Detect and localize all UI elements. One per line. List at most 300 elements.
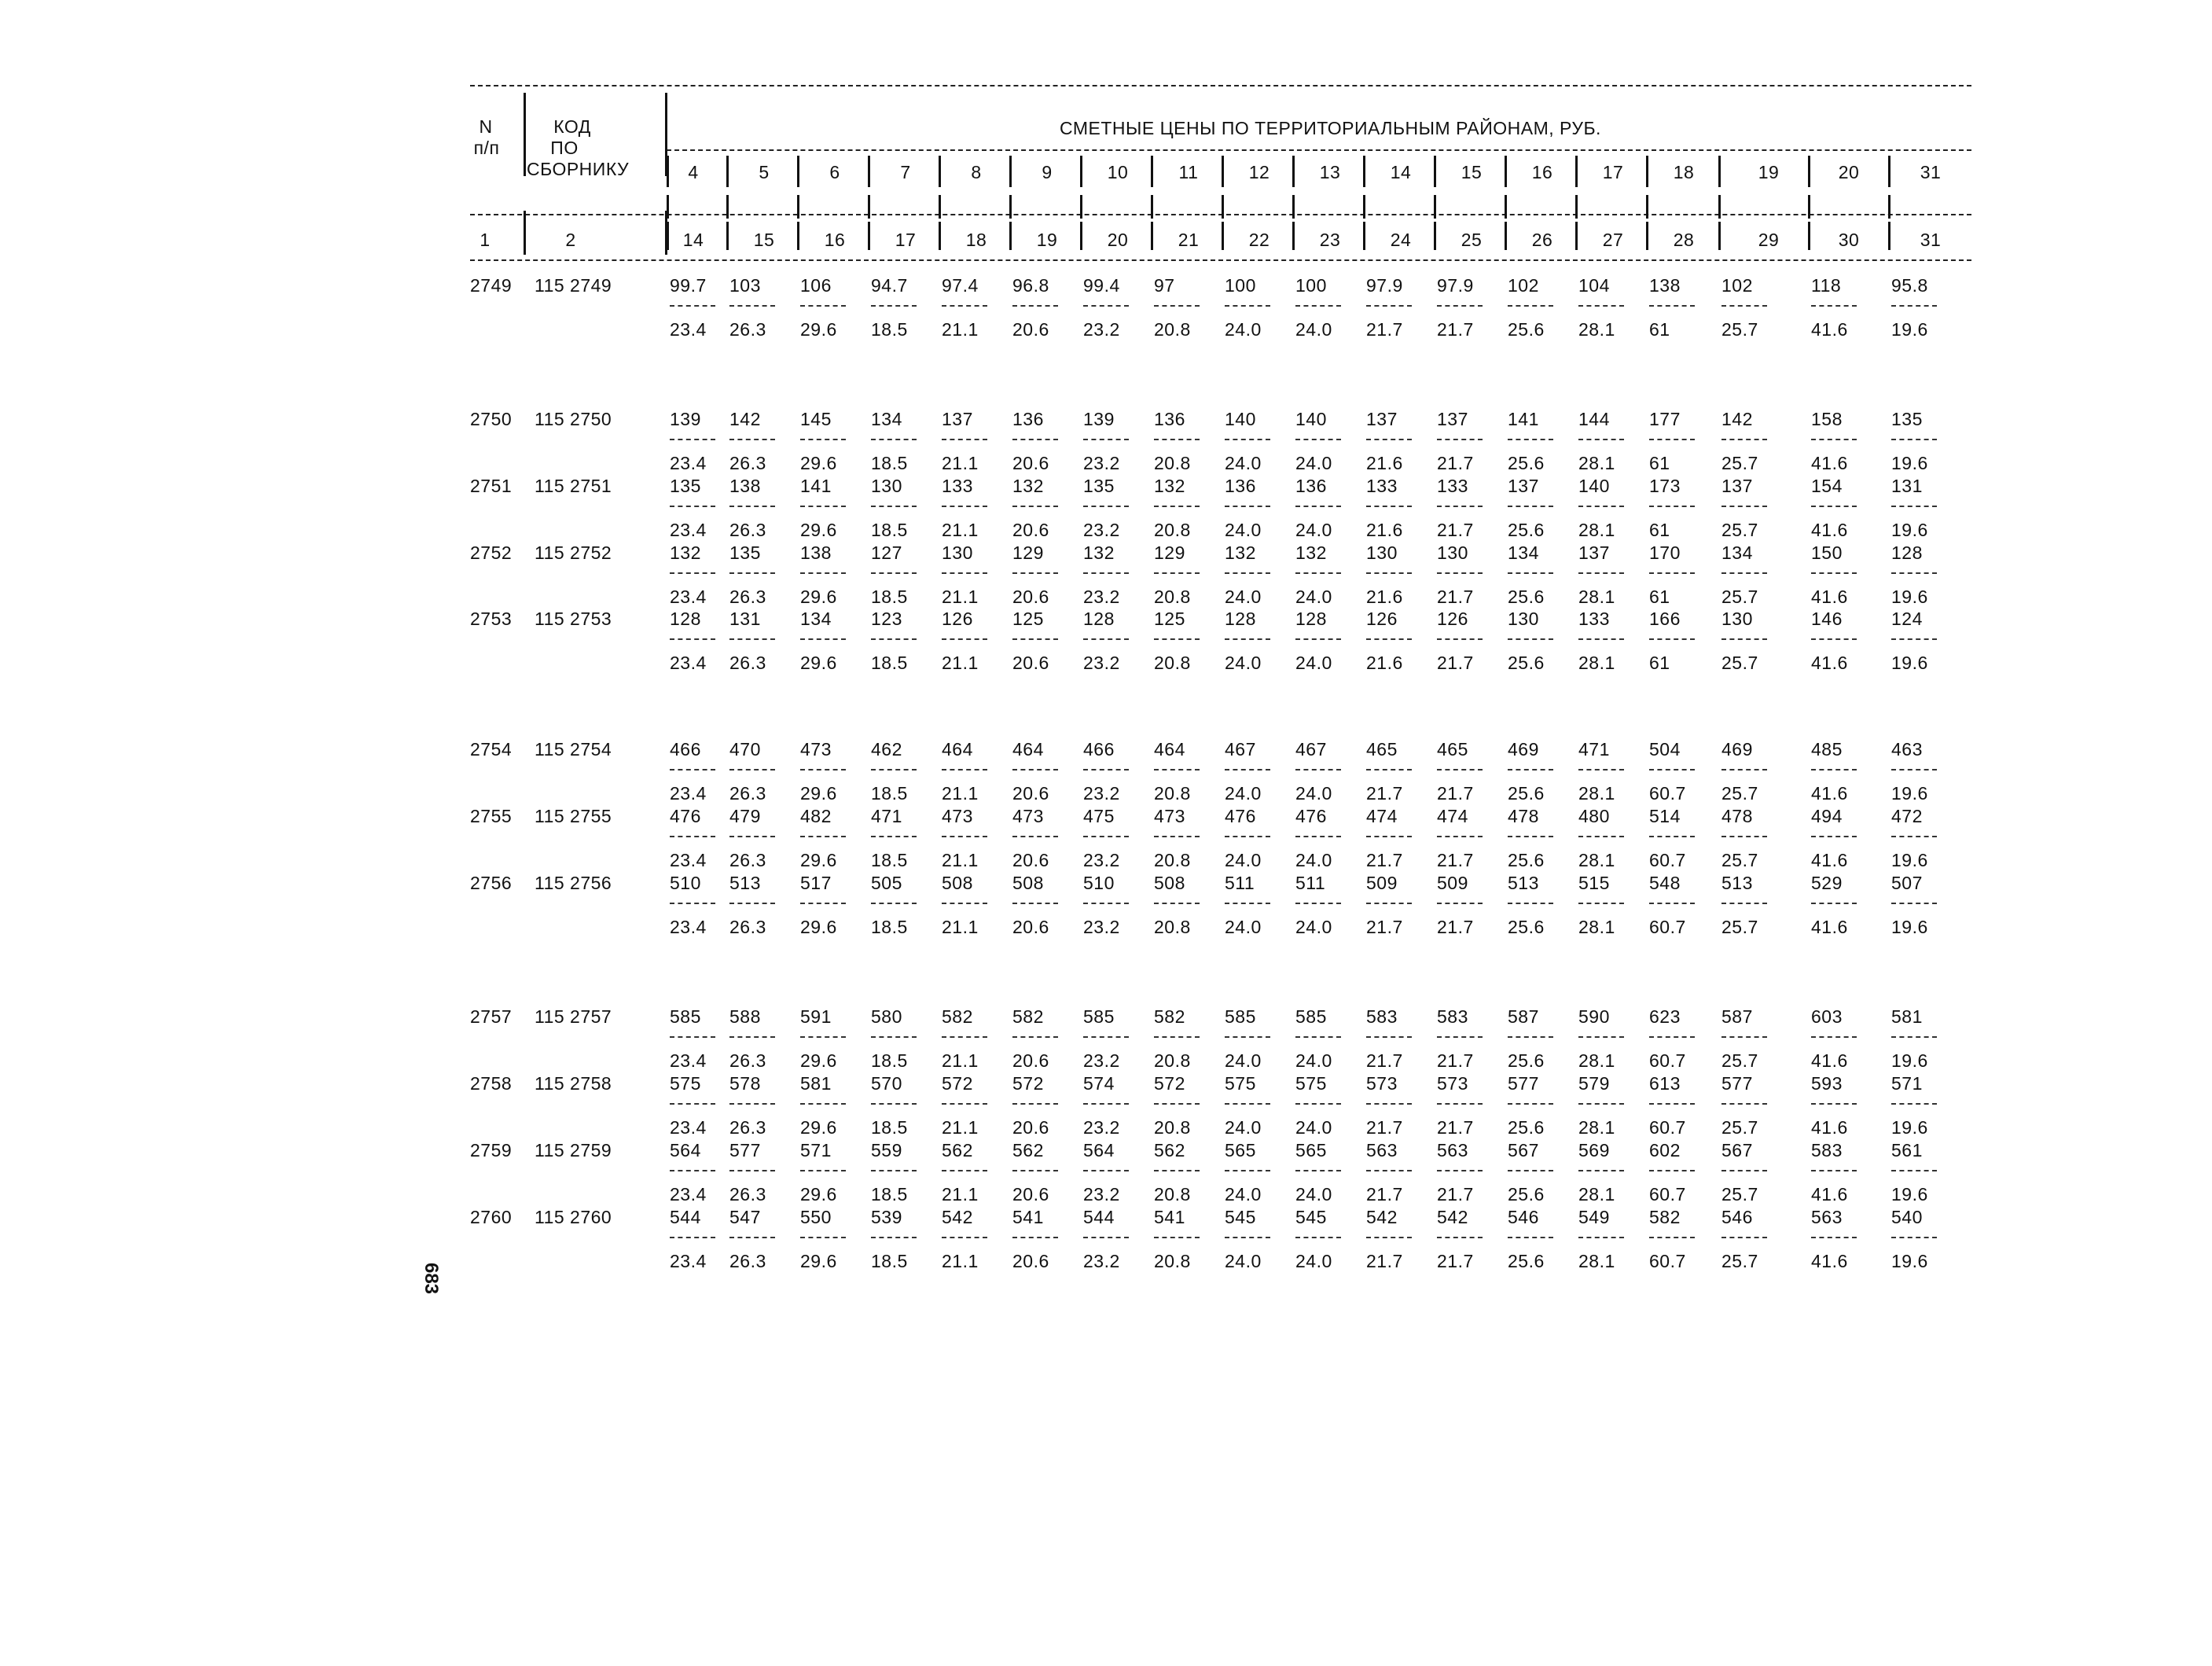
- price-total: 564: [1083, 1140, 1115, 1160]
- price-total: 474: [1366, 806, 1398, 826]
- fraction-line: [670, 836, 715, 837]
- region-header-cell: 15: [1461, 162, 1483, 182]
- fraction-line: [1295, 638, 1341, 640]
- price-wage: 20.6: [1012, 917, 1049, 937]
- fraction-line: [1083, 903, 1129, 904]
- fraction-line: [800, 903, 846, 904]
- price-total: 562: [1012, 1140, 1044, 1160]
- fraction-line: [1225, 1103, 1270, 1105]
- fraction-line: [1366, 638, 1412, 640]
- price-total: 550: [800, 1207, 832, 1227]
- header-mid-rule: [470, 214, 1971, 215]
- fraction-line: [1225, 638, 1270, 640]
- price-total: 541: [1012, 1207, 1044, 1227]
- price-total: 548: [1649, 873, 1681, 893]
- price-wage: 21.1: [942, 520, 979, 540]
- fraction-line: [1508, 1170, 1553, 1171]
- header-divider-n: [524, 93, 526, 176]
- fraction-line: [942, 1036, 987, 1038]
- price-wage: 23.2: [1083, 1251, 1120, 1271]
- region-header-divider: [1363, 195, 1365, 219]
- price-total: 170: [1649, 542, 1681, 563]
- region-header-divider: [667, 156, 669, 187]
- fraction-line: [1295, 1103, 1341, 1105]
- price-wage: 60.7: [1649, 783, 1686, 804]
- price-total: 141: [800, 476, 832, 496]
- row-number: 2759: [470, 1140, 513, 1160]
- price-wage: 19.6: [1891, 917, 1928, 937]
- numbering-divider: [726, 222, 729, 250]
- price-wage: 20.6: [1012, 783, 1049, 804]
- numbering-divider: [1080, 222, 1082, 250]
- numbering-cell: 26: [1531, 230, 1553, 250]
- fraction-line: [1811, 1103, 1857, 1105]
- price-wage: 20.6: [1012, 653, 1049, 673]
- price-wage: 21.7: [1437, 587, 1474, 607]
- price-wage: 60.7: [1649, 1184, 1686, 1204]
- fraction-line: [1225, 506, 1270, 507]
- price-wage: 29.6: [800, 1050, 837, 1071]
- fraction-line: [942, 638, 987, 640]
- price-wage: 25.7: [1721, 653, 1758, 673]
- fraction-line: [800, 1103, 846, 1105]
- price-total: 469: [1508, 739, 1539, 759]
- price-wage: 21.7: [1437, 1050, 1474, 1071]
- price-wage: 18.5: [871, 917, 908, 937]
- price-wage: 24.0: [1295, 653, 1332, 673]
- fraction-line: [942, 1170, 987, 1171]
- price-wage: 24.0: [1295, 319, 1332, 340]
- region-header-divider: [1718, 195, 1721, 219]
- price-total: 466: [1083, 739, 1115, 759]
- fraction-line: [1437, 1103, 1483, 1105]
- fraction-line: [1578, 1237, 1624, 1238]
- price-total: 133: [942, 476, 973, 496]
- numbering-cell: 22: [1248, 230, 1270, 250]
- price-wage: 19.6: [1891, 1251, 1928, 1271]
- region-header-divider: [726, 156, 729, 187]
- price-wage: 24.0: [1225, 1117, 1262, 1138]
- price-total: 154: [1811, 476, 1843, 496]
- price-total: 469: [1721, 739, 1753, 759]
- price-wage: 20.8: [1154, 453, 1191, 473]
- region-header-divider: [1080, 195, 1082, 219]
- fraction-line: [1578, 572, 1624, 574]
- region-header-divider: [1646, 195, 1648, 219]
- price-wage: 29.6: [800, 520, 837, 540]
- price-wage: 21.6: [1366, 587, 1403, 607]
- fraction-line: [1649, 572, 1695, 574]
- fraction-line: [1437, 903, 1483, 904]
- price-total: 473: [800, 739, 832, 759]
- price-wage: 29.6: [800, 917, 837, 937]
- fraction-line: [1012, 1103, 1058, 1105]
- fraction-line: [1012, 305, 1058, 307]
- price-total: 129: [1154, 542, 1185, 563]
- fraction-line: [1083, 439, 1129, 440]
- header-n-line2: п/п: [473, 138, 500, 158]
- fraction-line: [1225, 1036, 1270, 1038]
- price-total: 588: [729, 1006, 761, 1027]
- price-total: 99.4: [1083, 275, 1120, 296]
- fraction-line: [1295, 305, 1341, 307]
- price-wage: 18.5: [871, 587, 908, 607]
- fraction-line: [942, 572, 987, 574]
- price-total: 139: [670, 409, 701, 429]
- price-total: 563: [1437, 1140, 1468, 1160]
- price-total: 465: [1437, 739, 1468, 759]
- fraction-line: [670, 903, 715, 904]
- header-bottom-rule: [470, 259, 1971, 261]
- price-total: 577: [729, 1140, 761, 1160]
- price-total: 509: [1437, 873, 1468, 893]
- region-header-divider: [1575, 195, 1578, 219]
- fraction-line: [1891, 506, 1937, 507]
- region-header-divider: [1888, 156, 1890, 187]
- price-wage: 20.8: [1154, 1251, 1191, 1271]
- price-total: 123: [871, 609, 902, 629]
- price-wage: 25.6: [1508, 653, 1545, 673]
- fraction-line: [1366, 836, 1412, 837]
- price-wage: 41.6: [1811, 783, 1848, 804]
- region-header-divider: [1888, 195, 1890, 219]
- region-header-cell: 7: [900, 162, 911, 182]
- fraction-line: [1437, 1036, 1483, 1038]
- price-wage: 21.7: [1437, 1117, 1474, 1138]
- price-wage: 21.1: [942, 1050, 979, 1071]
- numbering-cell: 31: [1920, 230, 1942, 250]
- region-header-cell: 16: [1531, 162, 1553, 182]
- price-wage: 21.7: [1366, 1251, 1403, 1271]
- price-wage: 21.1: [942, 653, 979, 673]
- price-total: 118: [1811, 275, 1842, 296]
- price-total: 511: [1225, 873, 1255, 893]
- region-header-cell: 11: [1178, 162, 1199, 182]
- fraction-line: [871, 305, 917, 307]
- fraction-line: [1508, 506, 1553, 507]
- price-wage: 25.7: [1721, 1251, 1758, 1271]
- fraction-line: [1649, 836, 1695, 837]
- price-wage: 60.7: [1649, 1050, 1686, 1071]
- price-wage: 26.3: [729, 1117, 766, 1138]
- region-header-divider: [939, 195, 941, 219]
- price-wage: 18.5: [871, 850, 908, 870]
- price-total: 578: [729, 1073, 761, 1094]
- fraction-line: [1295, 769, 1341, 770]
- price-wage: 29.6: [800, 1251, 837, 1271]
- price-wage: 24.0: [1295, 520, 1332, 540]
- fraction-line: [1649, 903, 1695, 904]
- region-header-divider: [1151, 156, 1153, 187]
- price-total: 133: [1437, 476, 1468, 496]
- price-total: 473: [942, 806, 973, 826]
- price-total: 135: [1083, 476, 1115, 496]
- fraction-line: [1083, 305, 1129, 307]
- fraction-line: [1649, 439, 1695, 440]
- numbering-divider: [1646, 222, 1648, 250]
- region-header-divider: [797, 156, 799, 187]
- price-total: 567: [1721, 1140, 1753, 1160]
- row-code: 115 2753: [535, 609, 612, 629]
- region-header-cell: 4: [688, 162, 699, 182]
- fraction-line: [871, 903, 917, 904]
- price-wage: 24.0: [1225, 1251, 1262, 1271]
- price-total: 507: [1891, 873, 1923, 893]
- price-wage: 23.2: [1083, 783, 1120, 804]
- price-wage: 24.0: [1295, 587, 1332, 607]
- price-total: 134: [1721, 542, 1753, 563]
- price-wage: 21.7: [1437, 850, 1474, 870]
- fraction-line: [1437, 506, 1483, 507]
- price-total: 136: [1295, 476, 1327, 496]
- price-wage: 23.2: [1083, 1050, 1120, 1071]
- fraction-line: [800, 1036, 846, 1038]
- fraction-line: [1083, 1237, 1129, 1238]
- row-number: 2755: [470, 806, 513, 826]
- price-total: 580: [871, 1006, 902, 1027]
- price-wage: 20.6: [1012, 319, 1049, 340]
- fraction-line: [1508, 836, 1553, 837]
- price-wage: 25.6: [1508, 1050, 1545, 1071]
- header-code-line1: КОД: [553, 116, 591, 137]
- price-wage: 23.4: [670, 1251, 707, 1271]
- price-wage: 20.8: [1154, 1050, 1191, 1071]
- price-total: 546: [1508, 1207, 1539, 1227]
- price-total: 476: [670, 806, 701, 826]
- price-wage: 25.7: [1721, 520, 1758, 540]
- price-wage: 26.3: [729, 783, 766, 804]
- numbering-divider: [1151, 222, 1153, 250]
- fraction-line: [1649, 638, 1695, 640]
- price-total: 585: [1225, 1006, 1256, 1027]
- row-number: 2754: [470, 739, 513, 759]
- price-wage: 24.0: [1295, 850, 1332, 870]
- numbering-divider: [1718, 222, 1721, 250]
- price-total: 471: [871, 806, 902, 826]
- fraction-line: [1295, 439, 1341, 440]
- price-wage: 24.0: [1295, 783, 1332, 804]
- price-wage: 41.6: [1811, 1117, 1848, 1138]
- price-total: 581: [1891, 1006, 1923, 1027]
- fraction-line: [942, 439, 987, 440]
- price-total: 585: [1295, 1006, 1327, 1027]
- fraction-line: [1508, 305, 1553, 307]
- price-wage: 18.5: [871, 653, 908, 673]
- price-wage: 18.5: [871, 319, 908, 340]
- price-total: 571: [800, 1140, 832, 1160]
- price-total: 126: [942, 609, 973, 629]
- fraction-line: [871, 638, 917, 640]
- fraction-line: [1891, 305, 1937, 307]
- region-header-divider: [868, 156, 870, 187]
- region-header-cell: 20: [1838, 162, 1860, 182]
- fraction-line: [670, 638, 715, 640]
- region-header-cell: 19: [1758, 162, 1780, 182]
- price-total: 130: [1508, 609, 1539, 629]
- fraction-line: [1891, 572, 1937, 574]
- price-wage: 25.6: [1508, 587, 1545, 607]
- fraction-line: [1083, 506, 1129, 507]
- region-header-divider: [1646, 156, 1648, 187]
- price-wage: 23.2: [1083, 319, 1120, 340]
- price-wage: 23.4: [670, 520, 707, 540]
- price-total: 130: [1721, 609, 1753, 629]
- fraction-line: [1154, 638, 1200, 640]
- region-header-cell: 12: [1248, 162, 1270, 182]
- fraction-line: [1366, 903, 1412, 904]
- top-rule: [470, 85, 1971, 86]
- fraction-line: [1578, 1103, 1624, 1105]
- price-wage: 21.7: [1366, 319, 1403, 340]
- price-total: 539: [871, 1207, 902, 1227]
- numbering-divider: [1505, 222, 1507, 250]
- price-total: 514: [1649, 806, 1681, 826]
- price-total: 590: [1578, 1006, 1610, 1027]
- fraction-line: [1012, 439, 1058, 440]
- price-total: 126: [1437, 609, 1468, 629]
- fraction-line: [1012, 769, 1058, 770]
- fraction-line: [729, 769, 775, 770]
- price-wage: 23.2: [1083, 587, 1120, 607]
- price-wage: 28.1: [1578, 1117, 1615, 1138]
- fraction-line: [1811, 1170, 1857, 1171]
- price-wage: 21.7: [1366, 1184, 1403, 1204]
- price-total: 478: [1721, 806, 1753, 826]
- fraction-line: [800, 305, 846, 307]
- price-total: 579: [1578, 1073, 1610, 1094]
- price-total: 104: [1578, 275, 1610, 296]
- fraction-line: [1811, 506, 1857, 507]
- fraction-line: [871, 1103, 917, 1105]
- price-wage: 28.1: [1578, 587, 1615, 607]
- price-wage: 23.4: [670, 319, 707, 340]
- region-header-divider: [1292, 195, 1295, 219]
- price-wage: 29.6: [800, 850, 837, 870]
- region-header-cell: 8: [971, 162, 982, 182]
- price-total: 572: [1012, 1073, 1044, 1094]
- price-wage: 60.7: [1649, 1251, 1686, 1271]
- price-total: 559: [871, 1140, 902, 1160]
- region-header-divider: [1434, 156, 1436, 187]
- numbering-cell: 21: [1178, 230, 1200, 250]
- price-total: 464: [1012, 739, 1044, 759]
- region-header-cell: 18: [1673, 162, 1695, 182]
- header-code-line2: ПО: [550, 138, 579, 158]
- price-wage: 61: [1649, 520, 1670, 540]
- fraction-line: [1154, 1036, 1200, 1038]
- price-total: 150: [1811, 542, 1843, 563]
- fraction-line: [800, 572, 846, 574]
- fraction-line: [729, 305, 775, 307]
- price-wage: 23.4: [670, 453, 707, 473]
- region-header-cell: 13: [1319, 162, 1341, 182]
- fraction-line: [942, 305, 987, 307]
- price-wage: 41.6: [1811, 587, 1848, 607]
- fraction-line: [800, 638, 846, 640]
- fraction-line: [1012, 506, 1058, 507]
- fraction-line: [1578, 903, 1624, 904]
- price-wage: 20.6: [1012, 1184, 1049, 1204]
- fraction-line: [1721, 1237, 1767, 1238]
- price-total: 463: [1891, 739, 1923, 759]
- price-wage: 21.7: [1366, 783, 1403, 804]
- numbering-cell: 14: [682, 230, 704, 250]
- price-wage: 28.1: [1578, 917, 1615, 937]
- price-total: 134: [800, 609, 832, 629]
- price-total: 141: [1508, 409, 1539, 429]
- fraction-line: [1437, 769, 1483, 770]
- region-header-divider: [1009, 195, 1012, 219]
- price-wage: 29.6: [800, 653, 837, 673]
- fraction-line: [800, 1237, 846, 1238]
- price-total: 133: [1578, 609, 1610, 629]
- row-number: 2760: [470, 1207, 513, 1227]
- price-wage: 21.1: [942, 319, 979, 340]
- price-wage: 19.6: [1891, 453, 1928, 473]
- region-header-divider: [1505, 195, 1507, 219]
- fraction-line: [871, 1170, 917, 1171]
- price-wage: 28.1: [1578, 653, 1615, 673]
- price-total: 583: [1437, 1006, 1468, 1027]
- price-wage: 21.7: [1437, 1251, 1474, 1271]
- price-total: 131: [1891, 476, 1923, 496]
- price-total: 103: [729, 275, 761, 296]
- region-header-divider: [1363, 156, 1365, 187]
- fraction-line: [1012, 638, 1058, 640]
- price-total: 97.4: [942, 275, 979, 296]
- price-wage: 19.6: [1891, 783, 1928, 804]
- fraction-line: [1721, 1170, 1767, 1171]
- price-total: 562: [1154, 1140, 1185, 1160]
- fraction-line: [1225, 836, 1270, 837]
- price-wage: 21.6: [1366, 453, 1403, 473]
- price-wage: 24.0: [1295, 917, 1332, 937]
- header-title: СМЕТНЫЕ ЦЕНЫ ПО ТЕРРИТОРИАЛЬНЫМ РАЙОНАМ, РУБ.: [1060, 118, 1601, 138]
- fraction-line: [1012, 836, 1058, 837]
- price-wage: 19.6: [1891, 520, 1928, 540]
- region-header-divider: [1575, 156, 1578, 187]
- fraction-line: [1154, 836, 1200, 837]
- price-total: 132: [670, 542, 701, 563]
- price-total: 485: [1811, 739, 1843, 759]
- price-total: 473: [1012, 806, 1044, 826]
- price-total: 138: [729, 476, 761, 496]
- price-wage: 29.6: [800, 587, 837, 607]
- region-header-divider: [797, 195, 799, 219]
- row-number: 2752: [470, 542, 513, 563]
- price-total: 529: [1811, 873, 1843, 893]
- price-total: 582: [1154, 1006, 1185, 1027]
- price-total: 139: [1083, 409, 1115, 429]
- price-total: 106: [800, 275, 832, 296]
- price-total: 128: [1295, 609, 1327, 629]
- fraction-line: [670, 1170, 715, 1171]
- row-code: 115 2759: [535, 1140, 612, 1160]
- fraction-line: [1295, 1036, 1341, 1038]
- price-total: 508: [942, 873, 973, 893]
- row-number: 2749: [470, 275, 513, 296]
- fraction-line: [1811, 572, 1857, 574]
- price-wage: 19.6: [1891, 587, 1928, 607]
- price-wage: 26.3: [729, 1184, 766, 1204]
- fraction-line: [1891, 1103, 1937, 1105]
- price-wage: 25.7: [1721, 783, 1758, 804]
- price-total: 542: [942, 1207, 973, 1227]
- fraction-line: [1649, 769, 1695, 770]
- price-wage: 25.6: [1508, 783, 1545, 804]
- price-total: 102: [1508, 275, 1539, 296]
- numbering-cell: 1: [480, 230, 491, 250]
